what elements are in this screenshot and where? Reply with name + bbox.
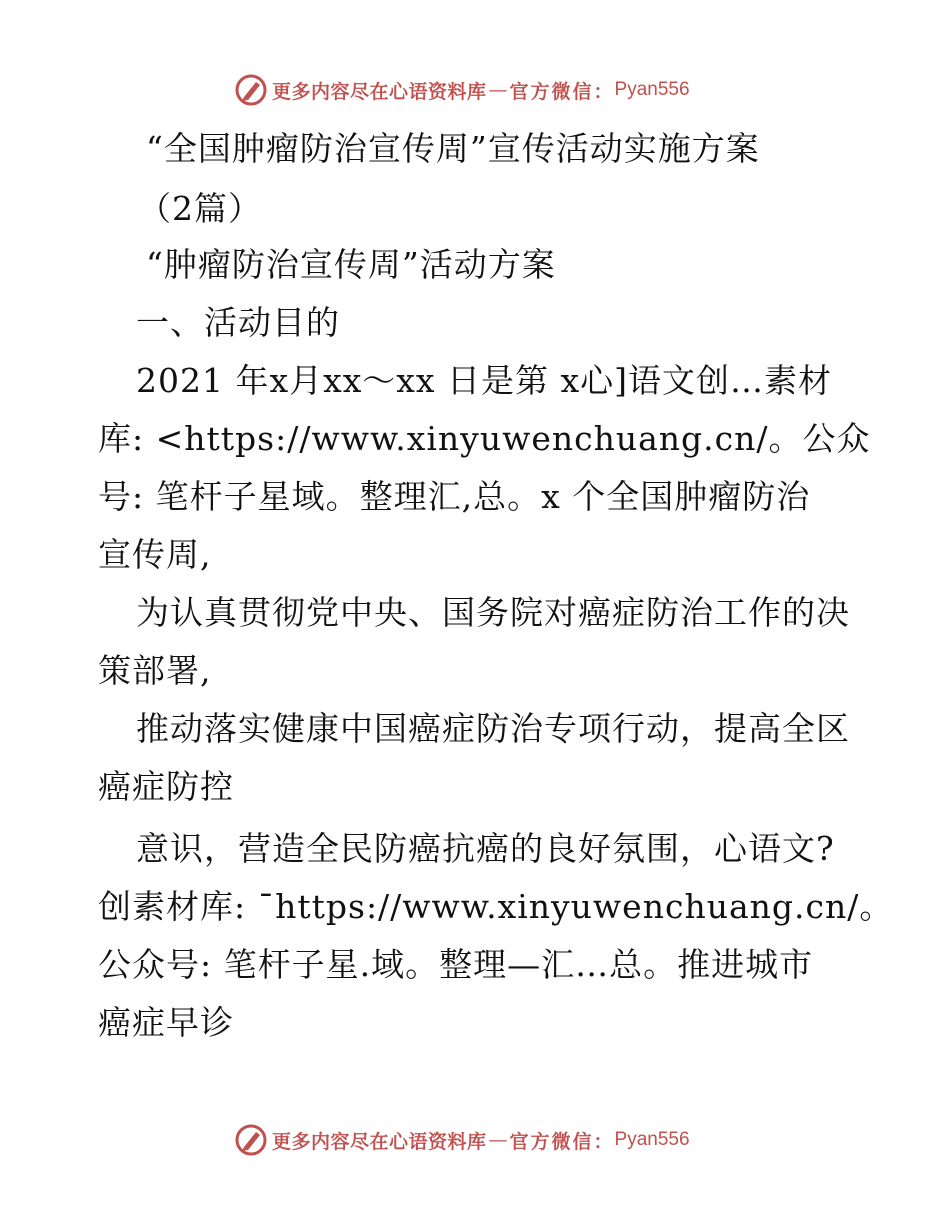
watermark-dash: — bbox=[488, 79, 508, 101]
header-watermark bbox=[234, 72, 690, 108]
subtitle: “肿瘤防治宣传周”活动方案 bbox=[146, 245, 556, 284]
watermark-wechat-label: 官方微信： bbox=[509, 80, 615, 103]
paragraph-line: 为认真贯彻党中央、国务院对癌症防治工作的决 bbox=[136, 593, 850, 632]
footer-watermark bbox=[234, 1122, 690, 1158]
watermark-dash: — bbox=[488, 1129, 508, 1151]
paragraph-line: 癌症防控 bbox=[98, 767, 234, 806]
title-line-1: “全国肿瘤防治宣传周”宣传活动实施方案 bbox=[146, 129, 760, 168]
paragraph-line: 公众号: 笔杆子星.域。整理—汇…总。推进城市 bbox=[98, 945, 814, 984]
watermark-text: 更多内容尽在心语资料库 bbox=[272, 1130, 487, 1153]
paragraph-line: 策部署, bbox=[98, 651, 212, 690]
paragraph-line: 癌症早诊 bbox=[98, 1003, 234, 1042]
pen-logo-icon bbox=[234, 1123, 268, 1157]
title-line-2: （2篇） bbox=[138, 189, 262, 228]
section-heading-purpose: 一、活动目的 bbox=[136, 303, 340, 342]
pen-logo-icon bbox=[234, 73, 268, 107]
paragraph-line: 宣传周, bbox=[98, 535, 212, 574]
paragraph-line: 库: <https://www.xinyuwenchuang.cn/。公众 bbox=[98, 419, 871, 458]
paragraph-line: 意识，营造全民防癌抗癌的良好氛围，心语文? bbox=[136, 829, 835, 868]
paragraph-line: 号: 笔杆子星域。整理汇,总。x 个全国肿瘤防治 bbox=[98, 477, 811, 516]
watermark-wechat-label: 官方微信： bbox=[509, 1130, 615, 1153]
paragraph-line: 2021 年x月xx～xx 日是第 x心]语文创…素材 bbox=[136, 361, 832, 400]
watermark-text: 更多内容尽在心语资料库 bbox=[272, 80, 487, 103]
watermark-wechat-id: Pyan556 bbox=[614, 1129, 690, 1150]
watermark-wechat-id: Pyan556 bbox=[614, 79, 690, 100]
paragraph-line: 创素材库: ¯https://www.xinyuwenchuang.cn/。 bbox=[98, 887, 894, 926]
paragraph-line: 推动落实健康中国癌症防治专项行动，提高全区 bbox=[136, 709, 850, 748]
